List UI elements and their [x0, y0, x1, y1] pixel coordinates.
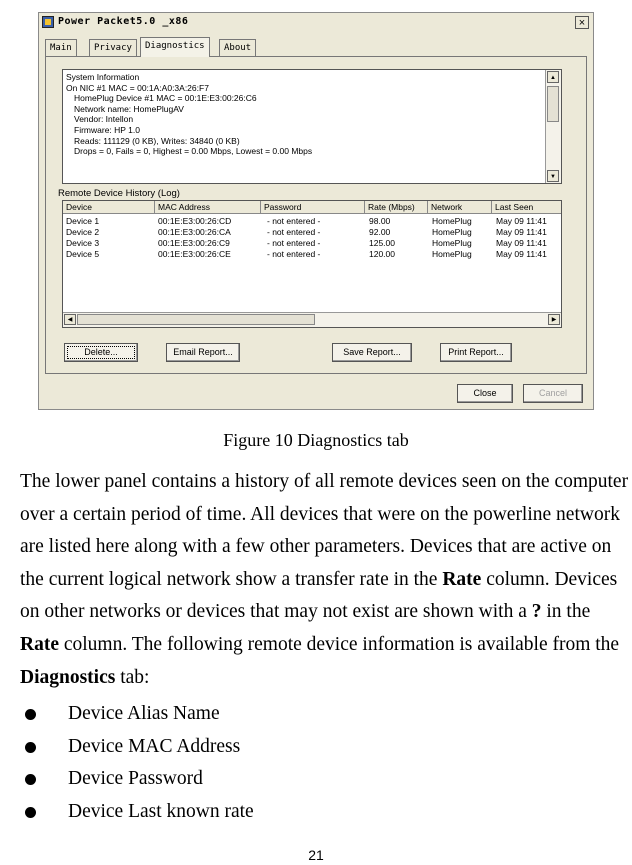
history-label: Remote Device History (Log): [58, 188, 180, 199]
cell-network: HomePlug: [432, 249, 472, 259]
sysinfo-line: Firmware: HP 1.0: [74, 124, 140, 135]
cell-last-seen: May 09 11:41: [496, 227, 547, 237]
cell-mac: 00:1E:E3:00:26:CD: [158, 216, 232, 226]
cell-password: - not entered -: [267, 227, 321, 237]
sysinfo-line: Network name: HomePlugAV: [74, 103, 184, 114]
cell-network: HomePlug: [432, 216, 472, 226]
col-header-mac[interactable]: MAC Address: [155, 201, 261, 214]
system-info-box[interactable]: [62, 69, 562, 184]
sysinfo-line: Vendor: Intellon: [74, 114, 134, 125]
sysinfo-scrollbar[interactable]: [545, 70, 561, 183]
page-number: 21: [308, 847, 324, 863]
tab-privacy[interactable]: Privacy: [89, 39, 137, 56]
bullet-text: Device Alias Name: [68, 703, 220, 724]
scroll-left-icon[interactable]: ◀: [64, 314, 76, 325]
cell-device: Device 2: [66, 227, 100, 237]
diagnostics-panel: [45, 56, 587, 374]
cell-password: - not entered -: [267, 249, 321, 259]
cell-last-seen: May 09 11:41: [496, 238, 547, 248]
close-button[interactable]: Close: [457, 384, 513, 403]
figure-caption: Figure 10 Diagnostics tab: [223, 430, 409, 450]
email-report-button[interactable]: Email Report...: [166, 343, 240, 362]
screenshot-window: [38, 12, 594, 410]
sysinfo-line: HomePlug Device #1 MAC = 00:1E:E3:00:26:C6: [74, 93, 257, 104]
cell-network: HomePlug: [432, 227, 472, 237]
text-run: tab:: [115, 666, 150, 688]
bullet-icon: [25, 742, 36, 753]
sysinfo-line: On NIC #1 MAC = 00:1A:A0:3A:26:F7: [66, 82, 209, 93]
cancel-button[interactable]: Cancel: [523, 384, 583, 403]
cell-password: - not entered -: [267, 238, 321, 248]
cell-rate: 120.00: [369, 249, 395, 259]
col-header-last-seen[interactable]: Last Seen: [492, 201, 562, 214]
cell-mac: 00:1E:E3:00:26:CE: [158, 249, 231, 259]
cell-rate: 98.00: [369, 216, 391, 226]
cell-device: Device 3: [66, 238, 100, 248]
bullet-icon: [25, 807, 36, 818]
bullet-text: Device Last known rate: [68, 800, 254, 822]
cell-mac: 00:1E:E3:00:26:C9: [158, 238, 230, 248]
cell-mac: 00:1E:E3:00:26:CA: [158, 227, 231, 237]
sysinfo-line: Reads: 111129 (0 KB), Writes: 34840 (0 KB): [74, 135, 240, 146]
bullet-text: Device MAC Address: [68, 735, 241, 757]
cell-device: Device 5: [66, 249, 100, 259]
app-icon: [42, 16, 54, 28]
save-report-button[interactable]: Save Report...: [332, 343, 412, 362]
col-header-password[interactable]: Password: [261, 201, 365, 214]
sysinfo-heading: System Information: [66, 72, 140, 82]
body-paragraph: [20, 466, 632, 694]
bullet-icon: [25, 774, 36, 785]
scroll-down-icon[interactable]: ▼: [547, 170, 559, 182]
bold-term: Diagnostics: [20, 666, 116, 688]
bullet-icon: [25, 709, 36, 720]
scroll-thumb[interactable]: [547, 86, 559, 122]
tab-diagnostics[interactable]: Diagnostics: [140, 37, 210, 57]
scroll-thumb[interactable]: [77, 314, 315, 325]
text-run: in the: [541, 601, 591, 623]
cell-password: - not entered -: [267, 216, 321, 226]
text-run: The lower panel contains a history of all remote devices seen on the computer over a certain period of time. All devices that were on the powerline network are listed here along with a few other parameters. Devices that are active on the current logical network show a transfer rate in the: [20, 471, 629, 590]
cell-rate: 125.00: [369, 238, 395, 248]
window-title: Power Packet5.0 _x86: [58, 16, 189, 27]
bold-term: ?: [531, 601, 542, 623]
cell-device: Device 1: [66, 216, 100, 226]
cell-network: HomePlug: [432, 238, 472, 248]
sysinfo-line: Drops = 0, Fails = 0, Highest = 0.00 Mbps, Lowest = 0.00 Mbps: [74, 146, 313, 157]
cell-last-seen: May 09 11:41: [496, 216, 547, 226]
col-header-device[interactable]: Device: [63, 201, 155, 214]
close-icon[interactable]: ×: [575, 16, 589, 29]
cell-rate: 92.00: [369, 227, 391, 237]
text-run: column. The following remote device information is available from the: [58, 633, 620, 655]
tab-about[interactable]: About: [219, 39, 256, 56]
tab-main[interactable]: Main: [45, 39, 77, 56]
scroll-up-icon[interactable]: ▲: [547, 71, 559, 83]
col-header-network[interactable]: Network: [428, 201, 492, 214]
text-run: column. Devices on other networks or devices that may not exist are shown with a: [20, 568, 618, 623]
scroll-right-icon[interactable]: ▶: [548, 314, 560, 325]
cell-last-seen: May 09 11:41: [496, 249, 547, 259]
col-header-rate[interactable]: Rate (Mbps): [365, 201, 428, 214]
delete-button[interactable]: Delete...: [64, 343, 138, 362]
paragraph-text: [20, 466, 632, 694]
title-bar: [39, 13, 593, 33]
print-report-button[interactable]: Print Report...: [440, 343, 512, 362]
bold-term: Rate: [20, 633, 59, 655]
history-hscrollbar[interactable]: [63, 312, 561, 327]
device-history-table: [62, 200, 562, 328]
bullet-text: Device Password: [68, 768, 203, 790]
bold-term: Rate: [442, 568, 482, 590]
